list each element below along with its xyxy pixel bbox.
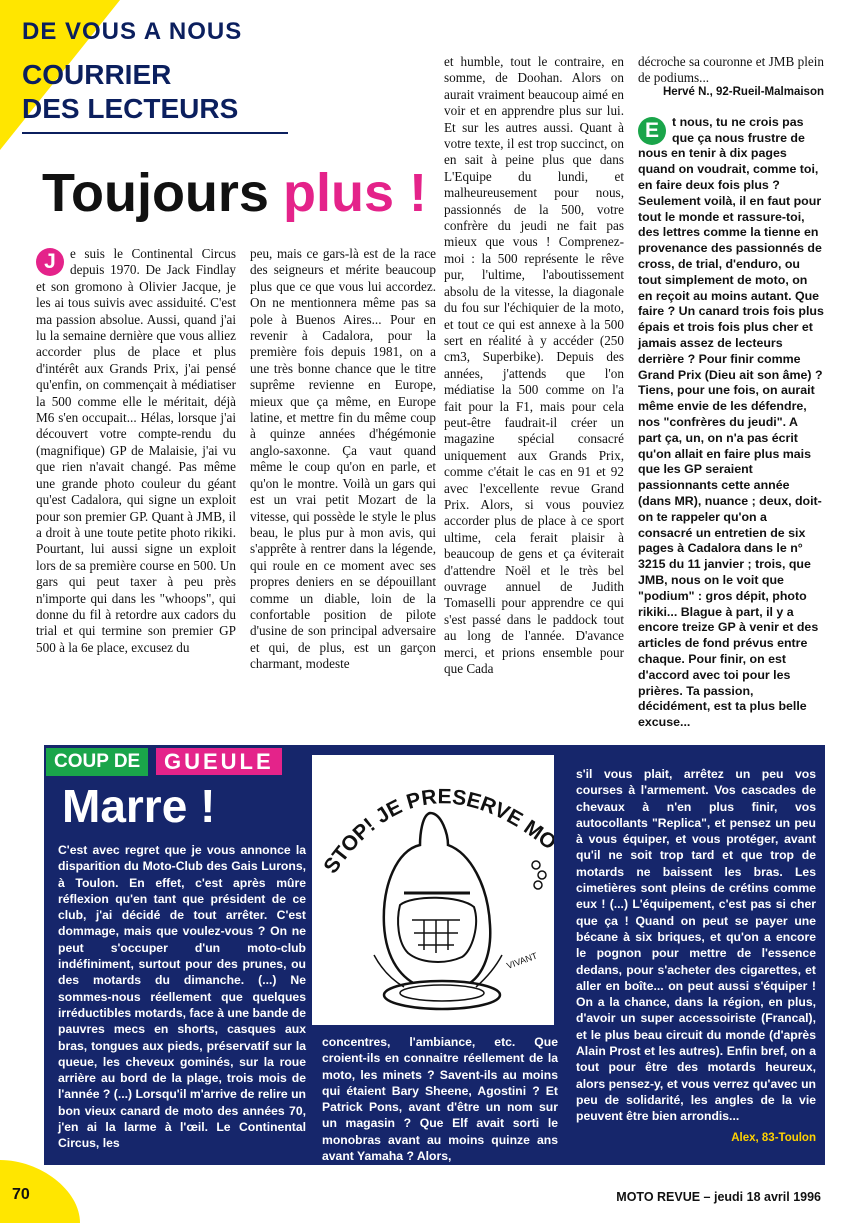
editor-reply (638, 115, 824, 731)
headline-part2: plus ! (282, 163, 427, 223)
cartoon-signature: VIVANT (505, 950, 539, 971)
cartoon-caption: STOP! JE PRESERVE M (319, 785, 548, 878)
reply-text: t nous, tu ne crois pas que ça nous frustre de nous en tenir à dix pages quand on voudrait, comme toi, en faire deux fois plus ? Seulement voilà, il en faut pour tout le monde et rassure-toi, des lettres comme la tienne en provenance des passionnés de cross, de trial, d'enduro, ou tout simplement de moto, on en reçoit au moins autant. Que faire ? Un canard trois fois plus épais et trois fois plus cher et jamais assez de lecteurs derrière ? Pour finir comme Grand Prix (Dieu ait son âme) ? Tiens, pour une fois, on aurait même envie de les défendre, nos "confrères du jeudi". A part ça, un, on n'a pas écrit qu'on allait en faire plus mais que les GP seraient passionnants cette année (dans MR), nuance ; deux, doit-on te rappeler qu'on a consacré un entretien de six pages à Cadalora dans le n° 3215 du 11 janvier ; trois, que JMB, nous on le voit que "podium" : gros dépit, photo rikiki... Blague à part, il y a encore treize GP à venir et des articles de fond prévus entre chaque. Pour finir, on est d'accord avec toi pour les prières. Ta passion, décidément, est ta plus belle excuse... (638, 114, 824, 730)
letter-column-2 (250, 246, 436, 673)
letter-column-1 (36, 246, 236, 656)
section-label: DE VOUS A NOUS (22, 18, 243, 45)
publication-footer: MOTO REVUE – jeudi 18 avril 1996 (616, 1190, 821, 1204)
section-title (22, 58, 238, 126)
section-title-line1: COURRIER (22, 59, 172, 90)
section-divider (22, 132, 288, 134)
box-headline: Marre ! (62, 780, 216, 832)
article-headline (42, 158, 427, 228)
letter-text-2: peu, mais ce gars-là est de la race des seigneurs et mérite beaucoup plus que ce que vous lui accordez. On ne mentionnera même pas sa pole à Buenos Aires... Pour en revenir à Cadalora, pour la première fois depuis 1981, on a une très bonne chance que le titre suprême revienne en Europe, mieux que ça même, en Europe latine, et mettre fin du même coup à quinze années d'hégémonie anglo-saxonne. Ça vaut quand même le coup qu'on en parle, et qu'on le montre. Voilà un gars qui est un vrai petit Mozart de la vitesse, qui possède le style le plus beau, le plus pur à mon avis, qui s'apprête à rentrer dans la légende, qui roule en ce moment avec ses propres deniers en se dépouillant comme un diable, loin de la confortable position de pilote d'usine de son principal adversaire et qui, de plus, est un garçon charmant, modeste (250, 246, 436, 672)
box-label-gueule: GUEULE (156, 748, 282, 775)
letter-text-4: décroche sa couronne et JMB plein de podiums... (638, 54, 824, 86)
box-label-coup-de: COUP DE (46, 748, 148, 776)
letter-column-3 (444, 54, 624, 677)
box-column-3: s'il vous plait, arrêtez un peu vos courses à l'armement. Vos cascades de chevaux à n'en plus finir, vos autocollants "Replica", et pensez un peu à vous équiper, et vous protéger, avant qu'il ne soit trop tard et que trop de motards ne baissent les bras. Les cimetières sont pleins de crétins comme eux ! (...) L'équipement, c'est pas si cher que ça ! Quand on peut se payer une bécane à six briques, et qu'on a encore le pognon pour mettre de l'essence dedans, pour s'acheter des cigarettes, et aller en boîte... on peut aussi s'équiper ! On a la chance, dans la région, en plus, d'avoir un super accessoiriste (Francal), et le plus beau circuit du monde (d'après Alain Prost et les autres). Enfin bref, on a tout pour être des motards heureux, alors pensez-y, et vous verrez qu'avec un peu de solidarité, les angles de la vie peuvent être bien arrondis... (576, 767, 816, 1124)
section-title-line2: DES LECTEURS (22, 93, 239, 124)
letter-column-4 (638, 54, 824, 731)
letter-text-1: e suis le Continental Circus depuis 1970. De Jack Findlay et son gromono à Olivier Jacque, je les ai tous suivis avec assiduité. C'est ma passion absolue. Aussi, quand j'ai lu la semaine dernière que vous alliez accorder plus de place et plus d'intérêt aux Grands Prix, j'ai pensé qu'enfin, on commençait à médiatiser la 500 comme elle le méritait, déjà M6 s'en occupait... Hélas, lorsque j'ai découvert votre compte-rendu du (magnifique) GP de Malaisie, j'ai vu que rien n'avait changé. Pas même une grande photo couleur du géant qu'est Cadalora, qui signe un exploit pour son premier GP. Quant à JMB, il a droit à une toute petite photo rikiki. Pourtant, lui aussi signe un exploit lors de sa première course en 500. Un gars qui peut taxer à peu près n'importe qui dans les "whoops", qui donne du fil à retordre aux cadors du trial et qui termine son premier GP 500 à la 6e place, excusez du (36, 246, 236, 655)
reply-dropcap: E (638, 117, 666, 145)
box-column-1: C'est avec regret que je vous annonce la disparition du Moto-Club des Gais Lurons, à Toulon. En effet, c'est après mûre réflexion qu'en tant que président de ce club, j'ai décidé de tout arrêter. C'est dommage, mais que voulez-vous ? On ne peut s'occuper d'un moto-club indéfiniment, surtout pour des prunes, ou des motards du dimanche. (...) Ne sommes-nous réellement que quelques irréductibles motards, face à une bande de pauvres mecs en shorts, casques aux bras, tongues aux pieds, préservatif sur la queue, les cheveux gominés, sur la roue arrière au bord de la plage, trois mois de l'année ? (...) Lorsqu'il m'arrive de relire un bon vieux canard de moto des années 70, j'en ai la larme à l'œil. Le Continental Circus, les (58, 843, 306, 1151)
letter-signature: Hervé N., 92-Rueil-Malmaison (662, 86, 824, 98)
page-number: 70 (12, 1186, 30, 1203)
box-signature: Alex, 83-Toulon (731, 1132, 816, 1144)
headline-part1: Toujours (42, 163, 269, 223)
letter-dropcap: J (36, 248, 64, 276)
cartoon-illustration (312, 755, 554, 1025)
letter-text-3: et humble, tout le contraire, en somme, de Doohan. Alors on aurait vraiment beaucoup aimé en voir et en apprendre plus sur lui. Et sur les autres aussi. Quant à votre texte, il est trop succinct, on en sait à peine plus que dans L'Equipe du lundi, et malheureusement pour nous, passionnés de la 500, votre confrère du jeudi ne fait pas mieux que vous ! Comprenez-moi : la 500 représente le rêve pur, l'ultime, l'aboutissement absolu de la vitesse, la diagonale du fou sur l'échiquier de la moto, et tout ce qui est annexe à la 500 sert en réalité à y accéder (250 cm3, Superbike). Depuis des années, j'attends que l'on médiatise la 500 comme on l'a fait pour la F1, mais pour cela peut-être faudrait-il créer un magazine spécial consacré uniquement aux Grands Prix, comme c'était le cas en 91 et 92 avec l'excellente revue Grand Prix. Alors, si vous pouviez accorder plus de place à ce sport ultime, cela ferait plaisir à beaucoup de gens et ça éviterait d'attendre Noël et le très bel ouvrage annuel de Judith Tomaselli pour apprendre ce qui s'est passé dans le paddock tout au long de l'année. D'avance merci, et prions ensemble pour que Cada (444, 54, 624, 677)
box-column-2: concentres, l'ambiance, etc. Que croient-ils en connaitre réellement de la moto, les minets ? Savent-ils au moins qui étaient Bary Sheene, Agostini ? Et Patrick Pons, avant d'être un nom sur un magasin ? Que Elf avait sorti le monobras avant au moins quinze ans avant Yamaha ? Alors, (322, 1035, 558, 1164)
